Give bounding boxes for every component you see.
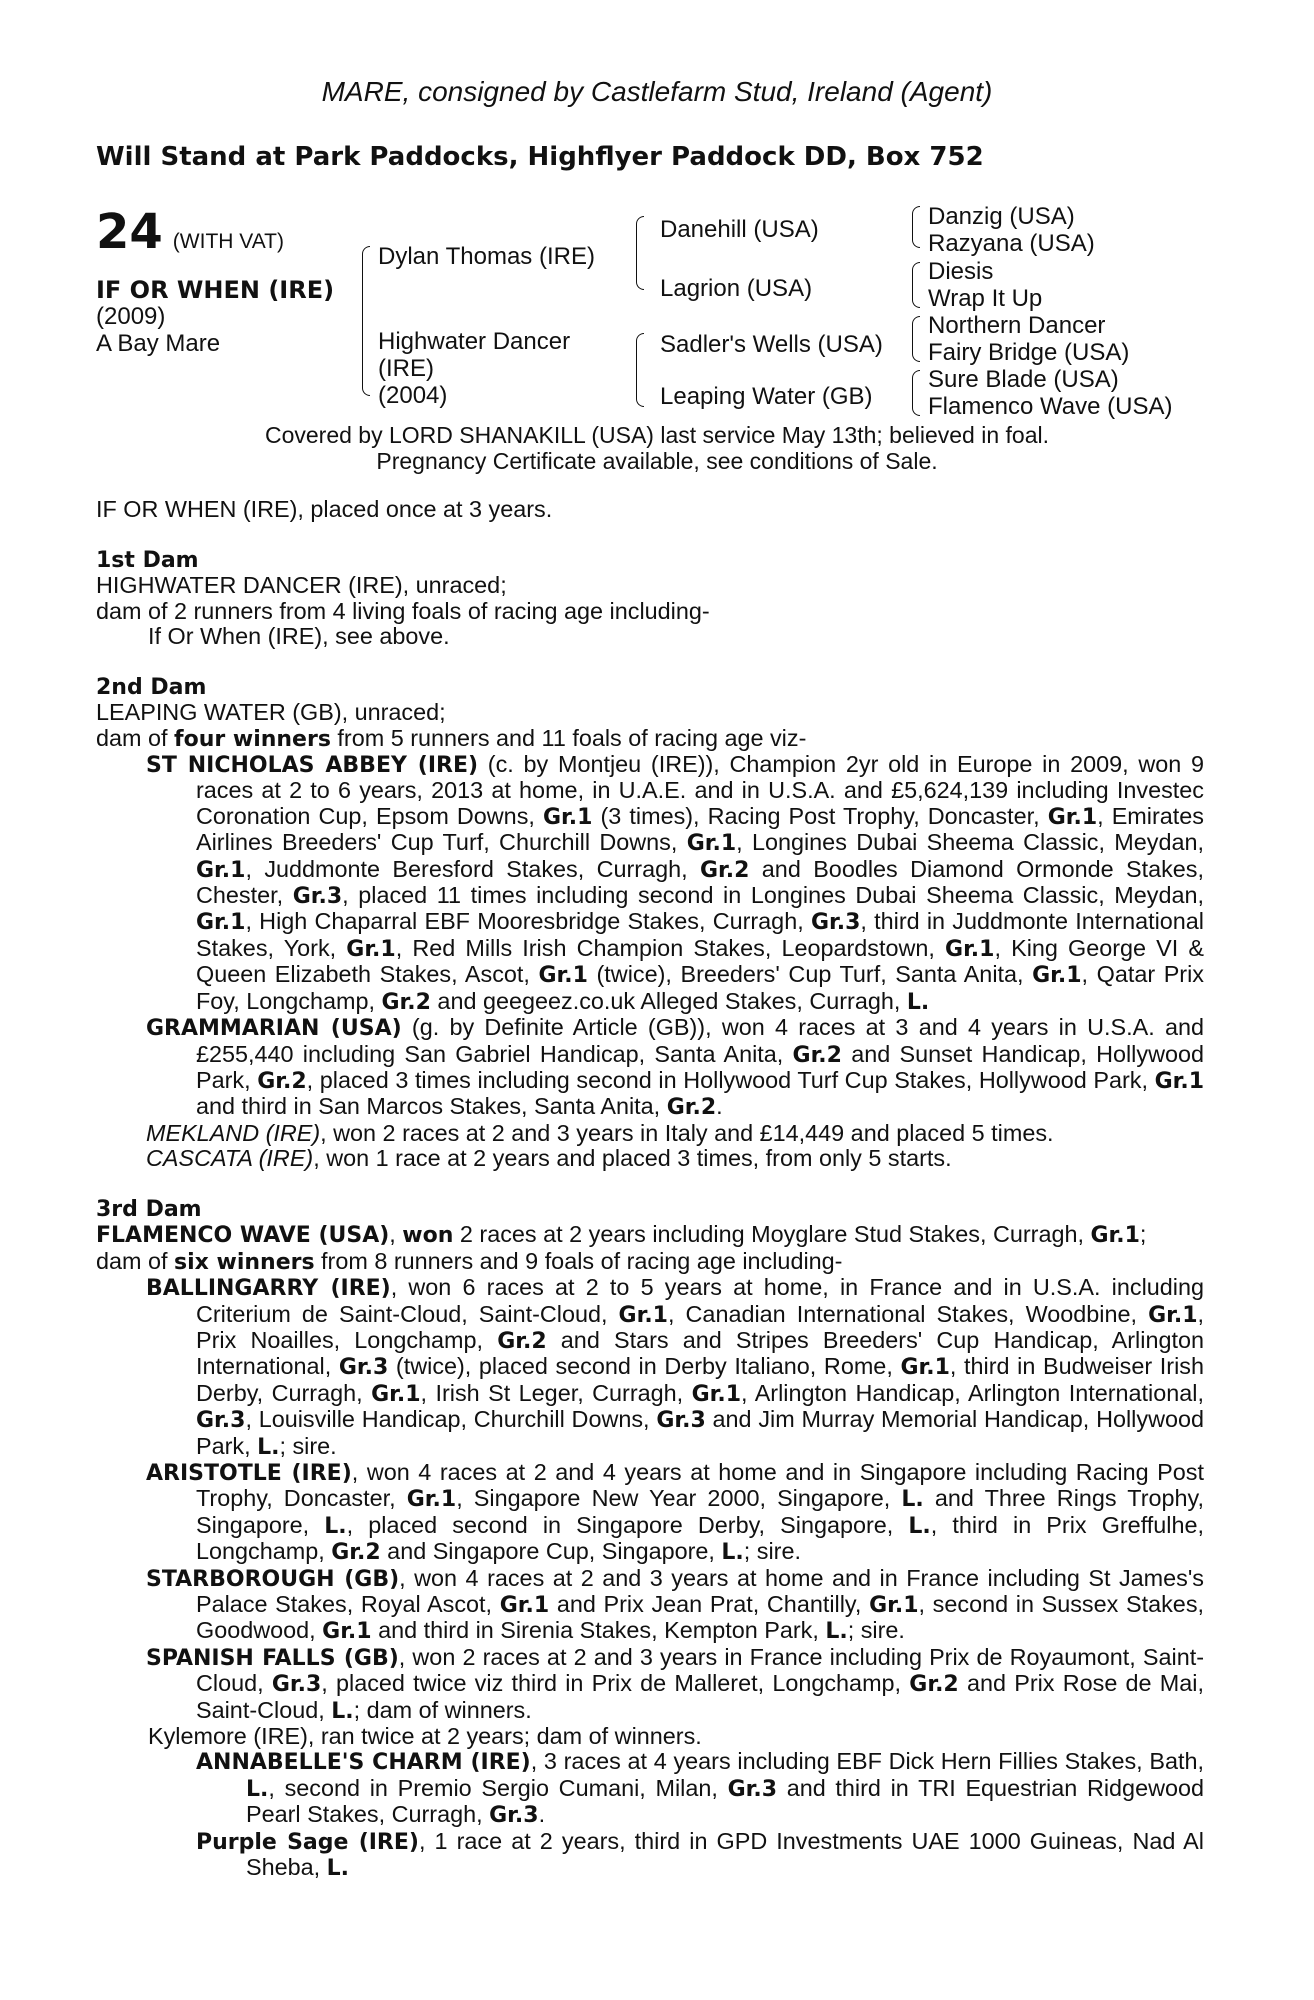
text: dam of bbox=[96, 1247, 175, 1274]
third-dam-line bbox=[96, 1222, 1204, 1248]
pedigree-ggs: Northern Dancer bbox=[928, 312, 1106, 339]
text: , bbox=[389, 1221, 403, 1248]
text: , Red Mills Irish Champion Stakes, Leopardstown, bbox=[395, 934, 946, 961]
first-dam-heading: 1st Dam bbox=[96, 547, 199, 573]
grade: Gr.2 bbox=[497, 1328, 547, 1354]
grade: Gr.1 bbox=[618, 1302, 668, 1328]
text: from 5 runners and 11 foals of racing age viz- bbox=[330, 724, 807, 751]
progeny-name: STARBOROUGH (GB) bbox=[146, 1566, 400, 1592]
text: and Prix Jean Prat, Chantilly, bbox=[549, 1591, 870, 1618]
text: and geegeez.co.uk Alleged Stakes, Curragh, bbox=[430, 987, 907, 1014]
grade: Gr.1 bbox=[322, 1619, 372, 1645]
progeny-name: GRAMMARIAN (USA) bbox=[146, 1016, 402, 1042]
text: and third in Sirenia Stakes, Kempton Park, bbox=[371, 1617, 826, 1644]
pedigree-sire-sire: Danehill (USA) bbox=[660, 216, 819, 243]
consignor-line: MARE, consigned by Castlefarm Stud, Ireland (Agent) bbox=[321, 76, 993, 107]
grade: Gr.1 bbox=[538, 963, 588, 989]
text: . bbox=[716, 1093, 723, 1120]
pedigree-ggd: Flamenco Wave (USA) bbox=[928, 393, 1173, 420]
second-dam-line bbox=[96, 726, 1204, 752]
pedigree-ggd: Razyana (USA) bbox=[928, 230, 1095, 257]
text: , Irish St Leger, Curragh, bbox=[420, 1379, 692, 1406]
progeny-entry bbox=[96, 752, 1204, 1015]
progeny-name: SPANISH FALLS (GB) bbox=[146, 1645, 399, 1671]
text: and Sunset Handicap, Hollywood Park, bbox=[196, 1040, 1204, 1093]
text: ; sire. bbox=[847, 1617, 905, 1644]
text: , Emirates Airlines Breeders' Cup Turf, Churchill Downs, bbox=[196, 802, 1204, 856]
text: , 1 race at 2 years, third in GPD Investments UAE 1000 Guineas, Nad Al Sheba, bbox=[246, 1827, 1204, 1881]
grade: Gr.2 bbox=[909, 1672, 959, 1698]
pedigree-ggs: Sure Blade (USA) bbox=[928, 366, 1119, 393]
text: (3 times), Racing Post Trophy, Doncaster, bbox=[592, 802, 1048, 829]
grade: L. bbox=[825, 1619, 848, 1645]
progeny-name: Purple Sage (IRE) bbox=[196, 1829, 419, 1855]
progeny-name: ST NICHOLAS ABBEY (IRE) bbox=[146, 753, 479, 779]
pedigree-sire-dam: Lagrion (USA) bbox=[660, 275, 813, 302]
text: , placed second in Singapore Derby, Singapore, bbox=[346, 1511, 909, 1538]
pedigree-dam-dam: Leaping Water (GB) bbox=[660, 383, 873, 410]
grade: L. bbox=[721, 1540, 744, 1566]
progeny-name: BALLINGARRY (IRE) bbox=[146, 1276, 391, 1302]
text: ; sire. bbox=[743, 1538, 801, 1565]
text: and Boodles Diamond Ormonde Stakes, Chester, bbox=[196, 855, 1204, 909]
dam-name: FLAMENCO WAVE (USA) bbox=[96, 1223, 390, 1249]
second-dam-line: LEAPING WATER (GB), unraced; bbox=[96, 699, 446, 726]
grade: Gr.3 bbox=[196, 1408, 246, 1434]
grade: Gr.2 bbox=[381, 989, 431, 1015]
pedigree-dam-sire: Sadler's Wells (USA) bbox=[660, 331, 883, 358]
text: , Juddmonte Beresford Stakes, Curragh, bbox=[245, 855, 700, 882]
grade: Gr.1 bbox=[1090, 1223, 1140, 1249]
text: , third in Prix Greffulhe, Longchamp, bbox=[196, 1511, 1204, 1565]
grade: Gr.3 bbox=[489, 1803, 539, 1829]
grade: Gr.2 bbox=[257, 1068, 307, 1094]
progeny-entry bbox=[96, 1275, 1204, 1460]
produce-record bbox=[96, 497, 1204, 1881]
progeny-name: MEKLAND (IRE) bbox=[146, 1119, 321, 1146]
pedigree-bracket bbox=[636, 216, 644, 290]
text: , King George VI & Queen Elizabeth Stakes, Ascot, bbox=[196, 934, 1204, 988]
text: , won 1 race at 2 years and placed 3 times, from only 5 starts. bbox=[313, 1145, 952, 1172]
grade: Gr.1 bbox=[499, 1593, 550, 1619]
pedigree-dam-year: (2004) bbox=[378, 382, 448, 409]
grade: Gr.1 bbox=[346, 936, 396, 962]
text: , 3 races at 4 years including EBF Dick Hern Fillies Stakes, Bath, bbox=[530, 1748, 1204, 1775]
progeny-entry bbox=[96, 1146, 1204, 1171]
pedigree-ggs: Diesis bbox=[928, 258, 994, 285]
text: and Prix Rose de Mai, Saint-Cloud, bbox=[196, 1670, 1204, 1723]
progeny-entry bbox=[96, 1121, 1204, 1146]
grade: Gr.1 bbox=[1154, 1068, 1204, 1094]
first-dam-line: dam of 2 runners from 4 living foals of racing age including- bbox=[96, 597, 710, 624]
vat-note: (WITH VAT) bbox=[172, 230, 284, 253]
lot-number: 24 bbox=[96, 204, 163, 260]
won-label: won bbox=[402, 1223, 454, 1249]
text: 2 races at 2 years including Moyglare Stud Stakes, Curragh, bbox=[453, 1221, 1091, 1248]
grade: Gr.3 bbox=[656, 1408, 706, 1434]
grade: Gr.1 bbox=[900, 1355, 950, 1381]
pedigree-bracket bbox=[912, 316, 920, 362]
grade: L. bbox=[246, 1776, 269, 1802]
progeny-entry bbox=[96, 1460, 1204, 1566]
pedigree-bracket bbox=[362, 246, 370, 396]
pedigree-dam: Highwater Dancer bbox=[378, 328, 571, 355]
text: , High Chaparral EBF Mooresbridge Stakes, Curragh, bbox=[245, 908, 811, 935]
text: and third in San Marcos Stakes, Santa Anita, bbox=[196, 1093, 667, 1120]
text: , won 2 races at 2 and 3 years in Italy and £14,449 and placed 5 times. bbox=[320, 1119, 1054, 1146]
progeny-entry bbox=[96, 1566, 1204, 1645]
text: , placed twice viz third in Prix de Malleret, Longchamp, bbox=[321, 1670, 910, 1697]
second-dam-heading: 2nd Dam bbox=[96, 674, 207, 700]
text: , second in Premio Sergio Cumani, Milan, bbox=[268, 1774, 728, 1801]
text: , second in Sussex Stakes, Goodwood, bbox=[196, 1591, 1205, 1644]
text: and Three Rings Trophy, Singapore, bbox=[196, 1485, 1204, 1538]
text: , Singapore New Year 2000, Singapore, bbox=[456, 1485, 902, 1512]
lot-number-block bbox=[96, 204, 284, 260]
text: , Louisville Handicap, Churchill Downs, bbox=[245, 1406, 657, 1433]
progeny-entry bbox=[96, 1015, 1204, 1121]
text: , Prix Noailles, Longchamp, bbox=[196, 1300, 1204, 1353]
text: ; dam of winners. bbox=[353, 1696, 532, 1723]
progeny-entry: Kylemore (IRE), ran twice at 2 years; dam of winners. bbox=[148, 1723, 702, 1750]
grade: Gr.1 bbox=[691, 1381, 742, 1407]
text: and Stars and Stripes Breeders' Cup Handicap, Arlington International, bbox=[196, 1326, 1204, 1380]
progeny-name: ARISTOTLE (IRE) bbox=[146, 1460, 352, 1486]
text: and Jim Murray Memorial Handicap, Hollywood Park, bbox=[196, 1406, 1204, 1459]
pedigree-ggd: Wrap It Up bbox=[928, 285, 1043, 312]
horse-description: A Bay Mare bbox=[96, 330, 221, 357]
pedigree-bracket bbox=[912, 206, 920, 248]
grade: Gr.1 bbox=[406, 1487, 457, 1513]
text: (twice), placed second in Derby Italiano, Rome, bbox=[388, 1353, 901, 1380]
horse-summary: IF OR WHEN (IRE), placed once at 3 years. bbox=[96, 496, 553, 522]
text: , Longines Dubai Sheema Classic, Meydan, bbox=[736, 829, 1204, 856]
grade: L. bbox=[257, 1434, 280, 1460]
text: and third in TRI Equestrian Ridgewood Pearl Stakes, Curragh, bbox=[246, 1774, 1204, 1828]
text: , Arlington Handicap, Arlington International, bbox=[741, 1379, 1204, 1406]
pedigree-ggd: Fairy Bridge (USA) bbox=[928, 339, 1130, 366]
grade: Gr.1 bbox=[542, 804, 593, 830]
progeny-entry bbox=[96, 1645, 1204, 1724]
grade: Gr.1 bbox=[1148, 1302, 1198, 1328]
grade: Gr.2 bbox=[699, 857, 750, 883]
text: , third in Budweiser Irish Derby, Curragh, bbox=[196, 1353, 1204, 1406]
text: and Singapore Cup, Singapore, bbox=[380, 1538, 722, 1565]
grade: L. bbox=[908, 1513, 931, 1539]
winners-count: six winners bbox=[174, 1249, 315, 1275]
pedigree-bracket bbox=[636, 333, 644, 407]
grade: Gr.1 bbox=[196, 910, 246, 936]
grade: L. bbox=[324, 1513, 347, 1539]
text: , third in Juddmonte International Stakes, York, bbox=[196, 908, 1205, 961]
grade: Gr.3 bbox=[271, 1672, 322, 1698]
grade: Gr.1 bbox=[869, 1593, 919, 1619]
first-dam-line: HIGHWATER DANCER (IRE), unraced; bbox=[96, 572, 507, 599]
foaling-year: (2009) bbox=[96, 303, 166, 330]
pregnancy-note: Pregnancy Certificate available, see conditions of Sale. bbox=[376, 448, 938, 474]
text: , won 4 races at 2 and 4 years at home and in Singapore including Racing Post Trophy, Doncaster, bbox=[196, 1458, 1204, 1512]
text: , placed 11 times including second in Longines Dubai Sheema Classic, Meydan, bbox=[342, 882, 1204, 909]
grade: L. bbox=[326, 1856, 350, 1882]
pedigree-bracket bbox=[912, 370, 920, 416]
grade: Gr.1 bbox=[1032, 963, 1082, 989]
progeny-name: ANNABELLE'S CHARM (IRE) bbox=[196, 1750, 531, 1776]
text: (g. by Definite Article (GB)), won 4 races at 3 and 4 years in U.S.A. and £255,440 including San Gabriel Handicap, Santa Anita, bbox=[196, 1014, 1204, 1067]
grade: Gr.1 bbox=[945, 936, 995, 962]
text: , won 2 races at 2 and 3 years in France including Prix de Royaumont, Saint-Cloud, bbox=[196, 1643, 1205, 1697]
pedigree-dam-country: (IRE) bbox=[378, 355, 434, 382]
grade: L. bbox=[906, 989, 930, 1015]
grand-progeny-entry bbox=[96, 1749, 1204, 1828]
grade: Gr.3 bbox=[292, 884, 343, 910]
progeny-name: CASCATA (IRE) bbox=[146, 1145, 314, 1172]
grade: Gr.2 bbox=[666, 1095, 717, 1121]
grade: Gr.3 bbox=[727, 1776, 777, 1802]
winners-count: four winners bbox=[174, 726, 331, 752]
text: from 8 runners and 9 foals of racing age including- bbox=[314, 1247, 843, 1274]
text: , Qatar Prix Foy, Longchamp, bbox=[196, 961, 1204, 1014]
text: , Canadian International Stakes, Woodbine, bbox=[667, 1300, 1149, 1327]
covered-note: Covered by LORD SHANAKILL (USA) last service May 13th; believed in foal. bbox=[264, 422, 1050, 448]
text: , placed 3 times including second in Hollywood Turf Cup Stakes, Hollywood Park, bbox=[306, 1066, 1155, 1093]
grade: L. bbox=[331, 1698, 354, 1724]
grade: Gr.2 bbox=[331, 1540, 381, 1566]
horse-name: IF OR WHEN (IRE) bbox=[96, 276, 335, 304]
pedigree-sire: Dylan Thomas (IRE) bbox=[378, 243, 595, 270]
text: (c. by Montjeu (IRE)), Champion 2yr old in Europe in 2009, won 9 races at 2 to 6 years, 2013 at home, in U.A.E. and in U.S.A. and £5,624,139 including Investec Coronation Cup, Epsom Downs, bbox=[196, 751, 1204, 829]
text: dam of bbox=[96, 724, 175, 751]
text: , won 6 races at 2 to 5 years at home, in France and in U.S.A. including Criterium de Saint-Cloud, Saint-Cloud, bbox=[196, 1274, 1204, 1327]
first-dam-line: If Or When (IRE), see above. bbox=[148, 623, 450, 650]
text: . bbox=[538, 1801, 546, 1828]
third-dam-heading: 3rd Dam bbox=[96, 1196, 202, 1222]
grade: Gr.1 bbox=[196, 857, 246, 883]
stand-location: Will Stand at Park Paddocks, Highflyer Paddock DD, Box 752 bbox=[96, 142, 984, 172]
grade: Gr.1 bbox=[371, 1381, 421, 1407]
grand-progeny-entry bbox=[96, 1829, 1204, 1882]
grade: Gr.3 bbox=[810, 910, 861, 936]
grade: Gr.3 bbox=[338, 1355, 389, 1381]
pedigree-bracket bbox=[912, 262, 920, 308]
text: ; bbox=[1139, 1221, 1147, 1248]
third-dam-line bbox=[96, 1249, 1204, 1275]
grade: Gr.2 bbox=[792, 1042, 842, 1068]
grade: Gr.1 bbox=[1047, 804, 1098, 830]
grade: Gr.1 bbox=[686, 831, 737, 857]
grade: L. bbox=[901, 1487, 924, 1513]
text: ; sire. bbox=[279, 1432, 337, 1459]
pedigree-ggs: Danzig (USA) bbox=[928, 203, 1075, 230]
text: , won 4 races at 2 and 3 years at home and in France including St James's Palace Stakes, Royal Ascot, bbox=[196, 1564, 1205, 1618]
text: (twice), Breeders' Cup Turf, Santa Anita, bbox=[587, 961, 1033, 988]
